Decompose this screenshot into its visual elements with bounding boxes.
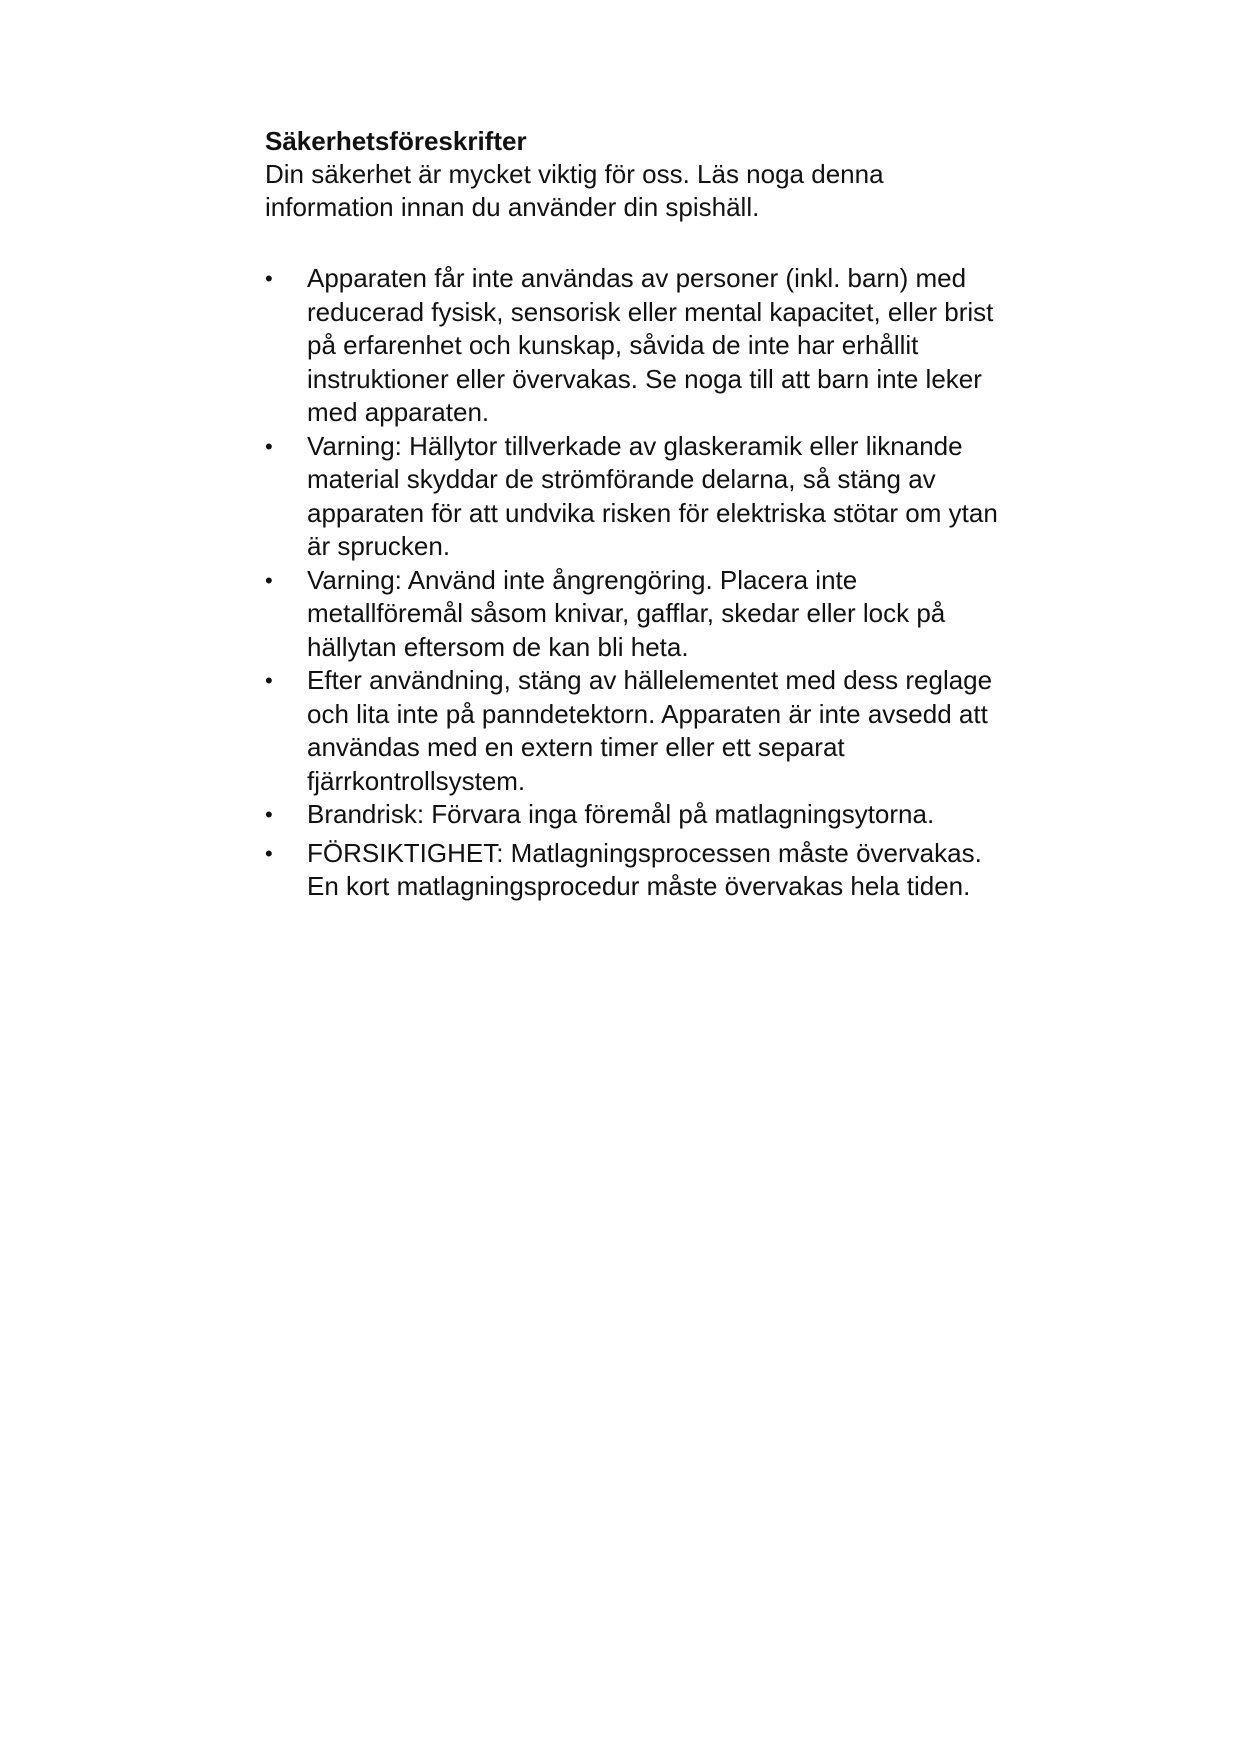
bullet-icon: • (265, 433, 273, 459)
bullet-icon: • (265, 567, 273, 593)
safety-section (265, 124, 1005, 904)
bullet-icon: • (265, 802, 273, 827)
bullet-icon: • (265, 840, 273, 866)
intro-paragraph: Din säkerhet är mycket viktig för oss. Läs noga denna information innan du använder din spishäll. (265, 159, 884, 222)
list-item (265, 564, 1007, 665)
warning-text: FÖRSIKTIGHET: Matlagningsprocessen måste övervakas. En kort matlagningsprocedur måste övervakas hela tiden. (307, 837, 982, 901)
bullet-icon: • (265, 668, 273, 693)
warning-text: Brandrisk: Förvara inga föremål på matlagningsytorna. (307, 799, 935, 829)
warning-text: Varning: Använd inte ångrengöring. Placera inte metallföremål såsom knivar, gafflar, skedar eller lock på hällytan eftersom de kan bli heta. (307, 564, 946, 662)
bullet-icon: • (265, 266, 273, 291)
warning-text: Apparaten får inte användas av personer (inkl. barn) med reducerad fysisk, sensorisk eller mental kapacitet, eller brist på erfarenhet och kunskap, såvida de inte har erhållit instruktioner eller övervakas. Se noga till att barn inte leker med apparaten. (307, 263, 994, 427)
list-item (265, 798, 1007, 832)
warning-text: Efter användning, stäng av hällelementet med dess reglage och lita inte på panndetektorn. Apparaten är inte avsedd att användas med en extern timer eller ett separat fjärrkontrollsystem. (307, 665, 993, 796)
section-title: Säkerhetsföreskrifter (265, 126, 527, 156)
list-item (265, 430, 1007, 564)
warnings-list (265, 262, 1005, 904)
list-item (265, 664, 1007, 798)
warning-text: Varning: Hällytor tillverkade av glaskeramik eller liknande material skyddar de strömförande delarna, så stäng av apparaten för att undvika risken för elektriska stötar om ytan är sprucken. (307, 430, 998, 561)
list-item (265, 262, 1007, 430)
list-item (265, 837, 1007, 904)
